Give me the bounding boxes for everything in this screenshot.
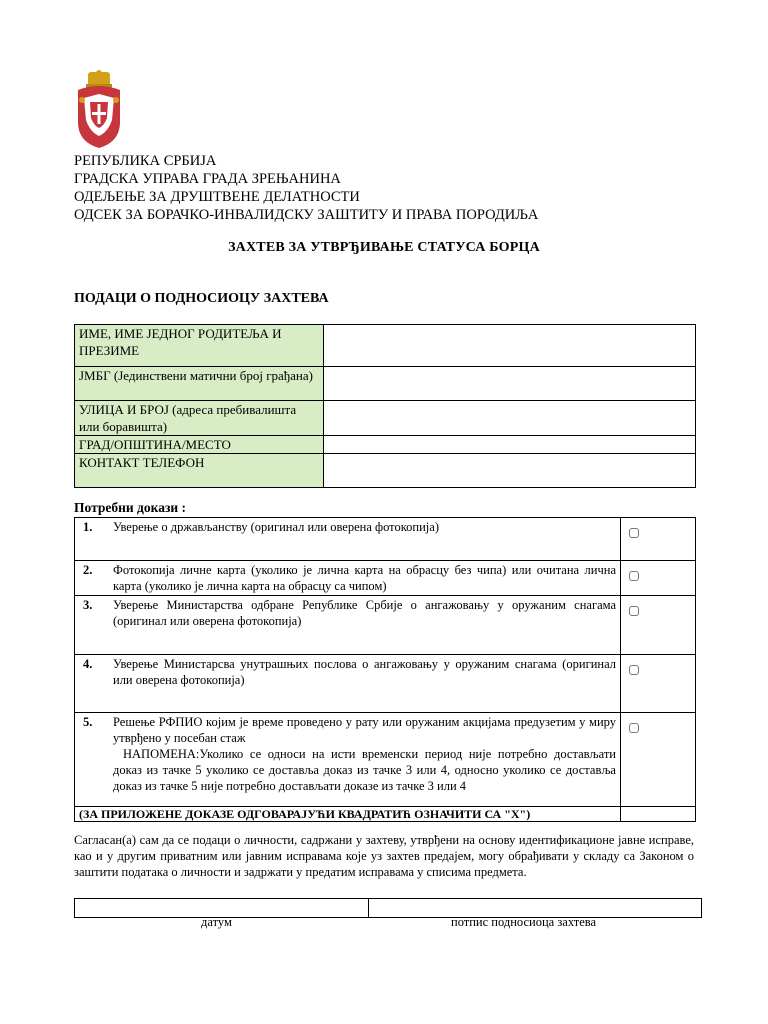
proof-text: Фотокопија личне карта (уколико је лична карта на обрасцу без чипа) или очитана лична карта (уколико је лична карта на обрасцу са чипом) — [109, 561, 621, 596]
applicant-data-table — [74, 324, 696, 488]
proof-text: Уверење о држављанству (оригинал или оверена фотокопија) — [109, 518, 621, 561]
header-section: ОДСЕК ЗА БОРАЧКО-ИНВАЛИДСКУ ЗАШТИТУ И ПРАВА ПОРОДИЉА — [74, 207, 539, 223]
proof-5-note: НАПОМЕНА:Уколико се односи на исти временски период није потребно достављати доказ из тачке 5 уколико се доставља доказ из тачке 3 или 4, односно уколико се доставља доказ из тачке 5 није потребно достављати доказе из тачке 3 или 4 — [113, 747, 616, 793]
table-row — [75, 899, 702, 918]
proof-number: 3. — [75, 596, 110, 655]
proof-checkbox[interactable] — [621, 655, 696, 713]
proof-checkbox[interactable] — [621, 713, 696, 807]
table-row — [75, 655, 696, 713]
applicant-city-field[interactable] — [324, 436, 696, 454]
signature-label: потпис подносиоца захтева — [451, 915, 597, 929]
applicant-name-field[interactable] — [324, 325, 696, 367]
table-row — [75, 401, 696, 436]
applicant-section-heading: ПОДАЦИ О ПОДНОСИОЦУ ЗАХТЕВА — [74, 291, 329, 306]
table-row — [75, 325, 696, 367]
proof-text — [109, 713, 621, 807]
proofs-heading: Потребни докази : — [74, 500, 187, 515]
proof-text: Уверење Министарсва унутрашњих послова о ангажовању у оружаним снагама (оригинал или оверена фотокопија) — [109, 655, 621, 713]
applicant-name-label: ИМЕ, ИМЕ ЈЕДНОГ РОДИТЕЉА И ПРЕЗИМЕ — [75, 325, 324, 367]
table-row — [75, 518, 696, 561]
header-republic: РЕПУБЛИКА СРБИЈА — [74, 153, 217, 169]
table-row — [75, 561, 696, 596]
checkbox-icon[interactable] — [629, 665, 639, 675]
date-label: датум — [201, 915, 232, 929]
signature-table — [74, 898, 702, 918]
header-department: ОДЕЉЕЊЕ ЗА ДРУШТВЕНЕ ДЕЛАТНОСТИ — [74, 189, 360, 205]
proof-text: Уверење Министарства одбране Републике Србије о ангажовању у оружаним снагама (оригинал или оверена фотокопија) — [109, 596, 621, 655]
proof-number: 1. — [75, 518, 110, 561]
consent-text: Сагласан(а) сам да се подаци о личности, садржани у захтеву, утврђени на основу идентификационе јавне исправе, као и у другим приватним или јавним исправама које уз захтев предајем, могу обрађивати у складу са Законом о заштити података о личности и задржати у предатим исправама у списима предмета. — [74, 833, 694, 879]
applicant-phone-field[interactable] — [324, 454, 696, 488]
applicant-address-field[interactable] — [324, 401, 696, 436]
table-row — [75, 436, 696, 454]
proof-checkbox[interactable] — [621, 518, 696, 561]
proof-checkbox[interactable] — [621, 561, 696, 596]
page-title: ЗАХТЕВ ЗА УТВРЂИВАЊЕ СТАТУСА БОРЦА — [228, 240, 540, 255]
applicant-jmbg-field[interactable] — [324, 367, 696, 401]
table-row — [75, 454, 696, 488]
proof-checkbox[interactable] — [621, 596, 696, 655]
empty-cell — [621, 807, 696, 822]
table-row — [75, 713, 696, 807]
checkbox-icon[interactable] — [629, 606, 639, 616]
applicant-jmbg-label: ЈМБГ (Јединствени матични број грађана) — [75, 367, 324, 401]
applicant-city-label: ГРАД/ОПШТИНА/МЕСТО — [75, 436, 324, 454]
proof-number: 2. — [75, 561, 110, 596]
table-row — [75, 367, 696, 401]
table-row — [75, 596, 696, 655]
checkbox-icon[interactable] — [629, 571, 639, 581]
proofs-table — [74, 517, 696, 822]
proof-5-text: Решење РФПИО којим је време проведено у рату или оружаним акцијама предузетим у миру утврђено у посебан стаж — [113, 715, 616, 745]
applicant-phone-label: КОНТАКТ ТЕЛЕФОН — [75, 454, 324, 488]
serbian-coat-of-arms-icon — [74, 70, 124, 150]
checkbox-icon[interactable] — [629, 528, 639, 538]
table-row — [75, 807, 696, 822]
proof-number: 4. — [75, 655, 110, 713]
proof-number: 5. — [75, 713, 110, 807]
header-city-administration: ГРАДСКА УПРАВА ГРАДА ЗРЕЊАНИНА — [74, 171, 341, 187]
checkbox-icon[interactable] — [629, 723, 639, 733]
applicant-address-label: УЛИЦА И БРОЈ (адреса пребивалишта или боравишта) — [75, 401, 324, 436]
proofs-instruction: (ЗА ПРИЛОЖЕНЕ ДОКАЗЕ ОДГОВАРАЈУЋИ КВАДРАТИЋ ОЗНАЧИТИ СА "Х") — [75, 807, 621, 822]
